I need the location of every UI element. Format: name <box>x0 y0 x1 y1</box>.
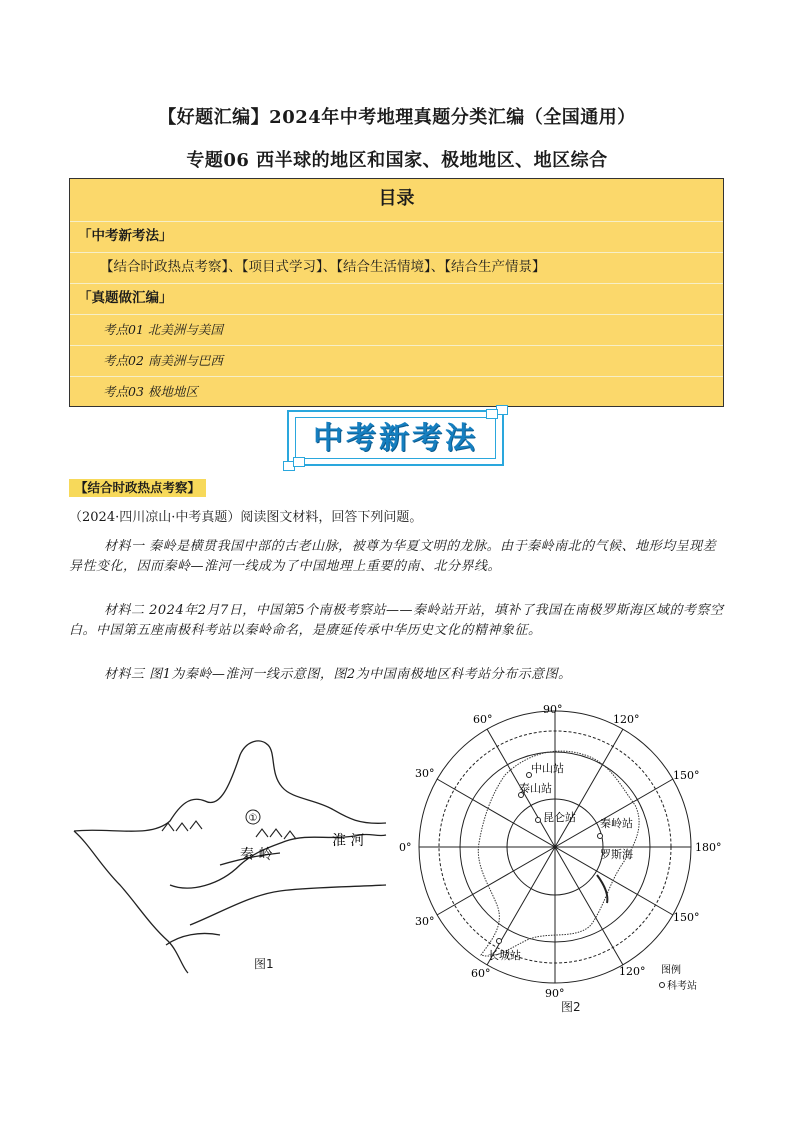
toc-section-1-items[interactable] <box>70 252 723 284</box>
station-label: 秦岭站 <box>600 817 633 830</box>
banner-corner-decoration <box>486 409 498 419</box>
legend-item: 科考站 <box>667 981 697 992</box>
degree-label: 30° <box>415 915 435 928</box>
degree-label: 60° <box>473 713 493 726</box>
degree-label: 120° <box>619 965 646 978</box>
station-label: 昆仑站 <box>543 811 576 824</box>
toc-item-label: 考点03 极地地区 <box>103 384 198 399</box>
degree-label: 30° <box>415 767 435 780</box>
document-title: 【好题汇编】2024年中考地理真题分类汇编（全国通用） <box>158 107 636 128</box>
station-label: 中山站 <box>531 762 564 775</box>
degree-label: 0° <box>399 841 412 854</box>
sea-label: 罗斯海 <box>600 848 633 861</box>
toc-item-label: 考点02 南美洲与巴西 <box>103 353 223 368</box>
material-2: 材料二 2024年2月7日，中国第5个南极考察站——秦岭站开站，填补了我国在南极罗斯海区域的考察空白。中国第五座南极科考站以秦岭命名，是赓延传承中华历史文化的精神象征。 <box>69 603 724 638</box>
toc-section-1-items-label: 【结合时政热点考察】、【项目式学习】、【结合生活情境】、【结合生产情景】 <box>100 259 546 275</box>
toc-item[interactable] <box>70 345 723 377</box>
toc-section-1-label: 「中考新考法」 <box>78 228 173 244</box>
degree-label: 90° <box>543 703 563 716</box>
degree-label: 120° <box>613 713 640 726</box>
toc-heading: 目录 <box>70 179 723 222</box>
mountain-label: 秦 岭 <box>240 847 273 863</box>
station-label: 长城站 <box>488 949 521 962</box>
material-1: 材料一 秦岭是横贯我国中部的古老山脉，被尊为华夏文明的龙脉。由于秦岭南北的气候、地形均呈现差异性变化，因而秦岭—淮河一线成为了中国地理上重要的南、北分界线。 <box>69 539 717 574</box>
degree-label: 150° <box>673 769 700 782</box>
degree-label: 60° <box>471 967 491 980</box>
category-tag: 【结合时政热点考察】 <box>69 479 206 497</box>
qinling-huaihe-map <box>70 735 390 975</box>
toc-item-label: 考点01 北美洲与美国 <box>103 322 223 337</box>
region-marker: ① <box>248 813 258 824</box>
river-label: 淮 河 <box>332 833 365 849</box>
degree-label: 180° <box>695 841 722 854</box>
degree-label: 150° <box>673 911 700 924</box>
figure-2-caption: 图2 <box>561 1000 581 1014</box>
toc-section-2[interactable] <box>70 283 723 315</box>
antarctica-polar-map <box>395 703 725 1015</box>
banner-corner-decoration <box>293 457 305 467</box>
material-3: 材料三 图1为秦岭—淮河一线示意图，图2为中国南极地区科考站分布示意图。 <box>104 667 572 682</box>
section-banner-text: 中考新考法 <box>295 417 496 459</box>
table-of-contents <box>69 178 724 407</box>
question-source: （2024·四川凉山·中考真题）阅读图文材料，回答下列问题。 <box>69 510 423 525</box>
toc-item[interactable] <box>70 314 723 346</box>
toc-item[interactable] <box>70 376 723 407</box>
degree-label: 90° <box>545 987 565 1000</box>
station-label: 泰山站 <box>519 782 552 795</box>
toc-section-1[interactable] <box>70 221 723 253</box>
section-banner <box>287 410 504 466</box>
figure-1-caption: 图1 <box>254 957 274 971</box>
legend-title: 图例 <box>661 965 681 976</box>
legend-station-icon <box>660 983 665 988</box>
document-subtitle: 专题06 西半球的地区和国家、极地地区、地区综合 <box>186 150 608 171</box>
toc-section-2-label: 「真题做汇编」 <box>78 290 173 306</box>
